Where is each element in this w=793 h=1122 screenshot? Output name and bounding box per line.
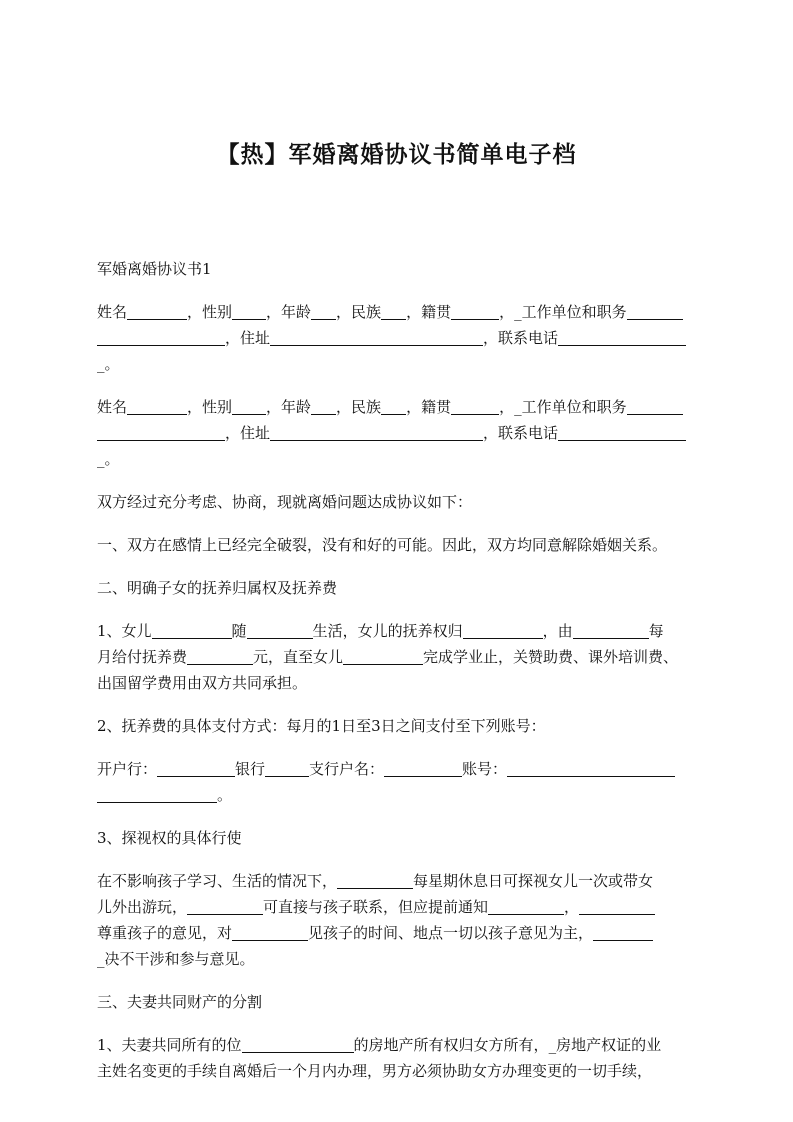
blank-field bbox=[381, 303, 406, 320]
blank-field bbox=[558, 424, 686, 441]
blank-field bbox=[187, 648, 253, 665]
text: 可直接与孩子联系，但应提前通知 bbox=[263, 898, 489, 916]
label-age: ，年龄 bbox=[266, 398, 312, 416]
text: 支行户名： bbox=[309, 760, 385, 778]
section-title: 军婚离婚协议书1 bbox=[97, 260, 212, 278]
party-2-info bbox=[97, 394, 709, 472]
text: 出国留学费用由双方共同承担。 bbox=[97, 674, 308, 692]
blank-field bbox=[627, 398, 683, 415]
text: 每 bbox=[648, 622, 664, 640]
blank-field bbox=[265, 760, 309, 777]
blank-field bbox=[127, 398, 187, 415]
blank-field bbox=[579, 898, 655, 915]
blank-field bbox=[451, 398, 499, 415]
label-ethnic: ，民族 bbox=[336, 303, 382, 321]
label-phone: ，联系电话 bbox=[483, 424, 559, 442]
blank-field bbox=[97, 329, 225, 346]
blank-field bbox=[97, 786, 217, 803]
bank-account-line bbox=[97, 756, 709, 808]
label-ethnic: ，民族 bbox=[336, 398, 382, 416]
blank-field bbox=[232, 924, 308, 941]
blank-field bbox=[127, 303, 187, 320]
document-title: 【热】军婚离婚协议书简单电子档 bbox=[216, 142, 577, 168]
label-phone: ，联系电话 bbox=[483, 329, 559, 347]
label-gender: ，性别 bbox=[187, 398, 233, 416]
text: 1、女儿 bbox=[97, 622, 152, 640]
text: 生活，女儿的抚养权归 bbox=[312, 622, 463, 640]
blank-field bbox=[451, 303, 499, 320]
text: 随 bbox=[231, 622, 247, 640]
text: 月给付抚养费 bbox=[97, 648, 188, 666]
text: 儿外出游玩， bbox=[97, 898, 188, 916]
text: _决不干涉和参与意见。 bbox=[97, 950, 255, 968]
blank-field bbox=[232, 398, 266, 415]
visit-paragraph bbox=[97, 868, 709, 972]
text: 见孩子的时间、地点一切以孩子意见为主， bbox=[308, 924, 594, 942]
label-address: ，住址 bbox=[225, 424, 271, 442]
blank-field bbox=[463, 622, 543, 639]
text: 完成学业止，关赞助费、课外培训费、 bbox=[423, 648, 679, 666]
blank-field bbox=[187, 898, 263, 915]
blank-field bbox=[337, 872, 413, 889]
text: 在不影响孩子学习、生活的情况下， bbox=[97, 872, 338, 890]
line-end: _。 bbox=[97, 450, 120, 468]
text: 尊重孩子的意见，对 bbox=[97, 924, 233, 942]
blank-field bbox=[593, 924, 653, 941]
blank-field bbox=[558, 329, 686, 346]
text: 元，直至女儿 bbox=[253, 648, 344, 666]
party-1-info bbox=[97, 299, 709, 377]
label-name: 姓名 bbox=[97, 303, 128, 321]
text: 账号： bbox=[462, 760, 508, 778]
blank-field bbox=[507, 760, 675, 777]
blank-field bbox=[573, 622, 649, 639]
blank-field bbox=[381, 398, 406, 415]
label-gender: ，性别 bbox=[187, 303, 233, 321]
document-body bbox=[97, 256, 709, 1101]
label-name: 姓名 bbox=[97, 398, 128, 416]
label-work: ，_工作单位和职务 bbox=[499, 398, 627, 416]
blank-field bbox=[627, 303, 683, 320]
blank-field bbox=[311, 303, 336, 320]
clause-2-3: 3、探视权的具体行使 bbox=[97, 829, 242, 847]
text: ， bbox=[564, 898, 580, 916]
text: ，由 bbox=[542, 622, 573, 640]
blank-field bbox=[97, 424, 225, 441]
line-end: _。 bbox=[97, 355, 120, 373]
text: 1、夫妻共同所有的位 bbox=[97, 1036, 242, 1054]
clause-2-1 bbox=[97, 618, 709, 696]
label-address: ，住址 bbox=[225, 329, 271, 347]
blank-field bbox=[247, 622, 313, 639]
intro-paragraph: 双方经过充分考虑、协商，现就离婚问题达成协议如下： bbox=[97, 493, 473, 511]
clause-3-heading: 三、夫妻共同财产的分割 bbox=[97, 993, 263, 1011]
blank-field bbox=[242, 1036, 354, 1053]
text: 开户行： bbox=[97, 760, 158, 778]
text: 主姓名变更的手续自离婚后一个月内办理，男方必须协助女方办理变更的一切手续， bbox=[97, 1062, 653, 1080]
text: 的房地产所有权归女方所有， bbox=[353, 1036, 549, 1054]
clause-2-heading: 二、明确子女的抚养归属权及抚养费 bbox=[97, 579, 338, 597]
blank-field bbox=[157, 760, 235, 777]
blank-field bbox=[311, 398, 336, 415]
label-age: ，年龄 bbox=[266, 303, 312, 321]
blank-field bbox=[343, 648, 423, 665]
clause-2-2: 2、抚养费的具体支付方式：每月的1日至3日之间支付至下列账号： bbox=[97, 717, 546, 735]
text: 。 bbox=[217, 786, 233, 804]
text: 每星期休息日可探视女儿一次或带女 bbox=[413, 872, 654, 890]
text: _房地产权证的业 bbox=[548, 1036, 662, 1054]
blank-field bbox=[270, 329, 483, 346]
blank-field bbox=[152, 622, 232, 639]
blank-field bbox=[488, 898, 564, 915]
label-work: ，_工作单位和职务 bbox=[499, 303, 627, 321]
text: 银行 bbox=[235, 760, 266, 778]
clause-3-1 bbox=[97, 1032, 709, 1084]
blank-field bbox=[270, 424, 483, 441]
blank-field bbox=[384, 760, 462, 777]
label-native: ，籍贯 bbox=[406, 303, 452, 321]
blank-field bbox=[232, 303, 266, 320]
clause-1: 一、双方在感情上已经完全破裂，没有和好的可能。因此，双方均同意解除婚姻关系。 bbox=[97, 536, 668, 554]
label-native: ，籍贯 bbox=[406, 398, 452, 416]
